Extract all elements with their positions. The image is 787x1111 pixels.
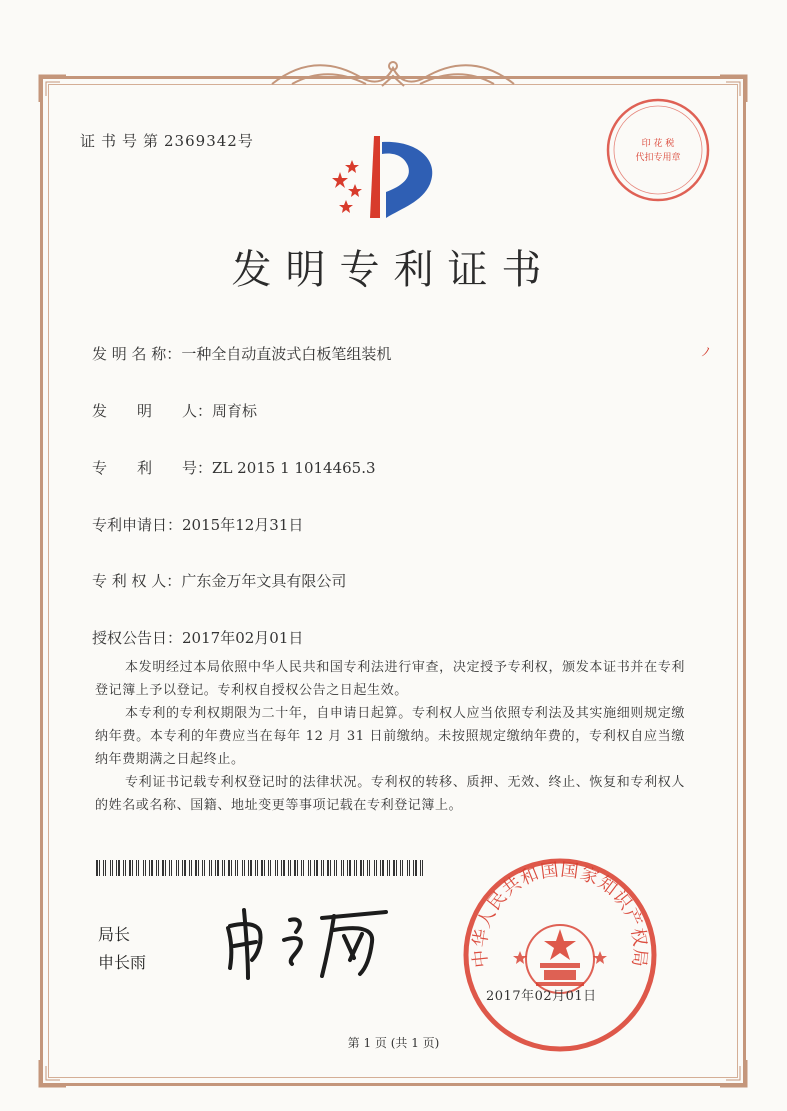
field-patentee <box>92 570 346 591</box>
page-footer: 第 1 页 (共 1 页) <box>347 1036 440 1050</box>
certificate-number-suffix: 号 <box>237 132 254 150</box>
field-value: ZL 2015 1 1014465.3 <box>212 459 376 477</box>
director-name: 申长雨 <box>98 953 147 972</box>
body-paragraph: 专利证书记载专利权登记时的法律状况。专利权的转移、质押、无效、终止、恢复和专利权人的姓名或名称、国籍、地址变更等事项记载在专利登记簿上。 <box>95 775 685 813</box>
field-value: 2015年12月31日 <box>182 516 304 534</box>
certificate-number <box>80 130 254 151</box>
corner-ornament-bl <box>38 1058 68 1088</box>
field-invention-name <box>92 343 391 364</box>
field-grant-date <box>92 627 303 648</box>
stamp-duty-seal-icon <box>604 96 712 204</box>
field-label: 发 明 名 称： <box>92 345 182 363</box>
field-label: 专 利 号： <box>92 459 213 477</box>
director-signature <box>218 902 393 982</box>
field-value: 一种全自动直波式白板笔组装机 <box>181 345 392 363</box>
field-value: 2017年02月01日 <box>182 629 304 647</box>
top-ornament <box>262 56 524 90</box>
page-title: 发明专利证书 <box>231 247 556 293</box>
barcode <box>96 860 426 876</box>
corner-ornament-tl <box>38 74 68 104</box>
field-inventor <box>92 400 257 421</box>
field-label: 专利申请日： <box>92 516 183 534</box>
body-paragraph: 本发明经过本局依照中华人民共和国专利法进行审查，决定授予专利权，颁发本证书并在专利登记簿上予以登记。专利权自授权公告之日起生效。 <box>95 660 685 698</box>
field-patent-number <box>92 457 376 478</box>
certificate-body <box>95 656 685 817</box>
red-mark: ノ <box>700 345 713 359</box>
patent-office-logo-icon <box>322 132 444 222</box>
certificate-number-value: 2369342 <box>164 132 238 150</box>
field-label: 发 明 人： <box>92 402 213 420</box>
cnipa-official-seal-icon <box>460 855 660 1055</box>
small-seal-line2: 代扣专用章 <box>635 153 681 163</box>
field-label: 授权公告日： <box>92 629 183 647</box>
field-label: 专 利 权 人： <box>92 572 182 590</box>
certificate-number-label: 证书号第 <box>80 132 165 150</box>
field-value: 广东金万年文具有限公司 <box>181 572 347 590</box>
corner-ornament-tr <box>718 74 748 104</box>
seal-date: 2017年02月01日 <box>486 989 597 1004</box>
director-title: 局长 <box>98 925 131 944</box>
field-value: 周育标 <box>212 402 258 420</box>
corner-ornament-br <box>718 1058 748 1088</box>
seal-agency-text: 中华人民共和国国家知识产权局 <box>469 859 651 969</box>
field-application-date <box>92 514 303 535</box>
body-paragraph: 本专利的专利权期限为二十年，自申请日起算。专利权人应当依照专利法及其实施细则规定缴纳年费。本专利的年费应当在每年 12 月 31 日前缴纳。未按照规定缴纳年费的，专利权自应当缴纳年费期满之日起终止。 <box>95 706 685 767</box>
small-seal-line1: 印 花 税 <box>641 139 675 149</box>
